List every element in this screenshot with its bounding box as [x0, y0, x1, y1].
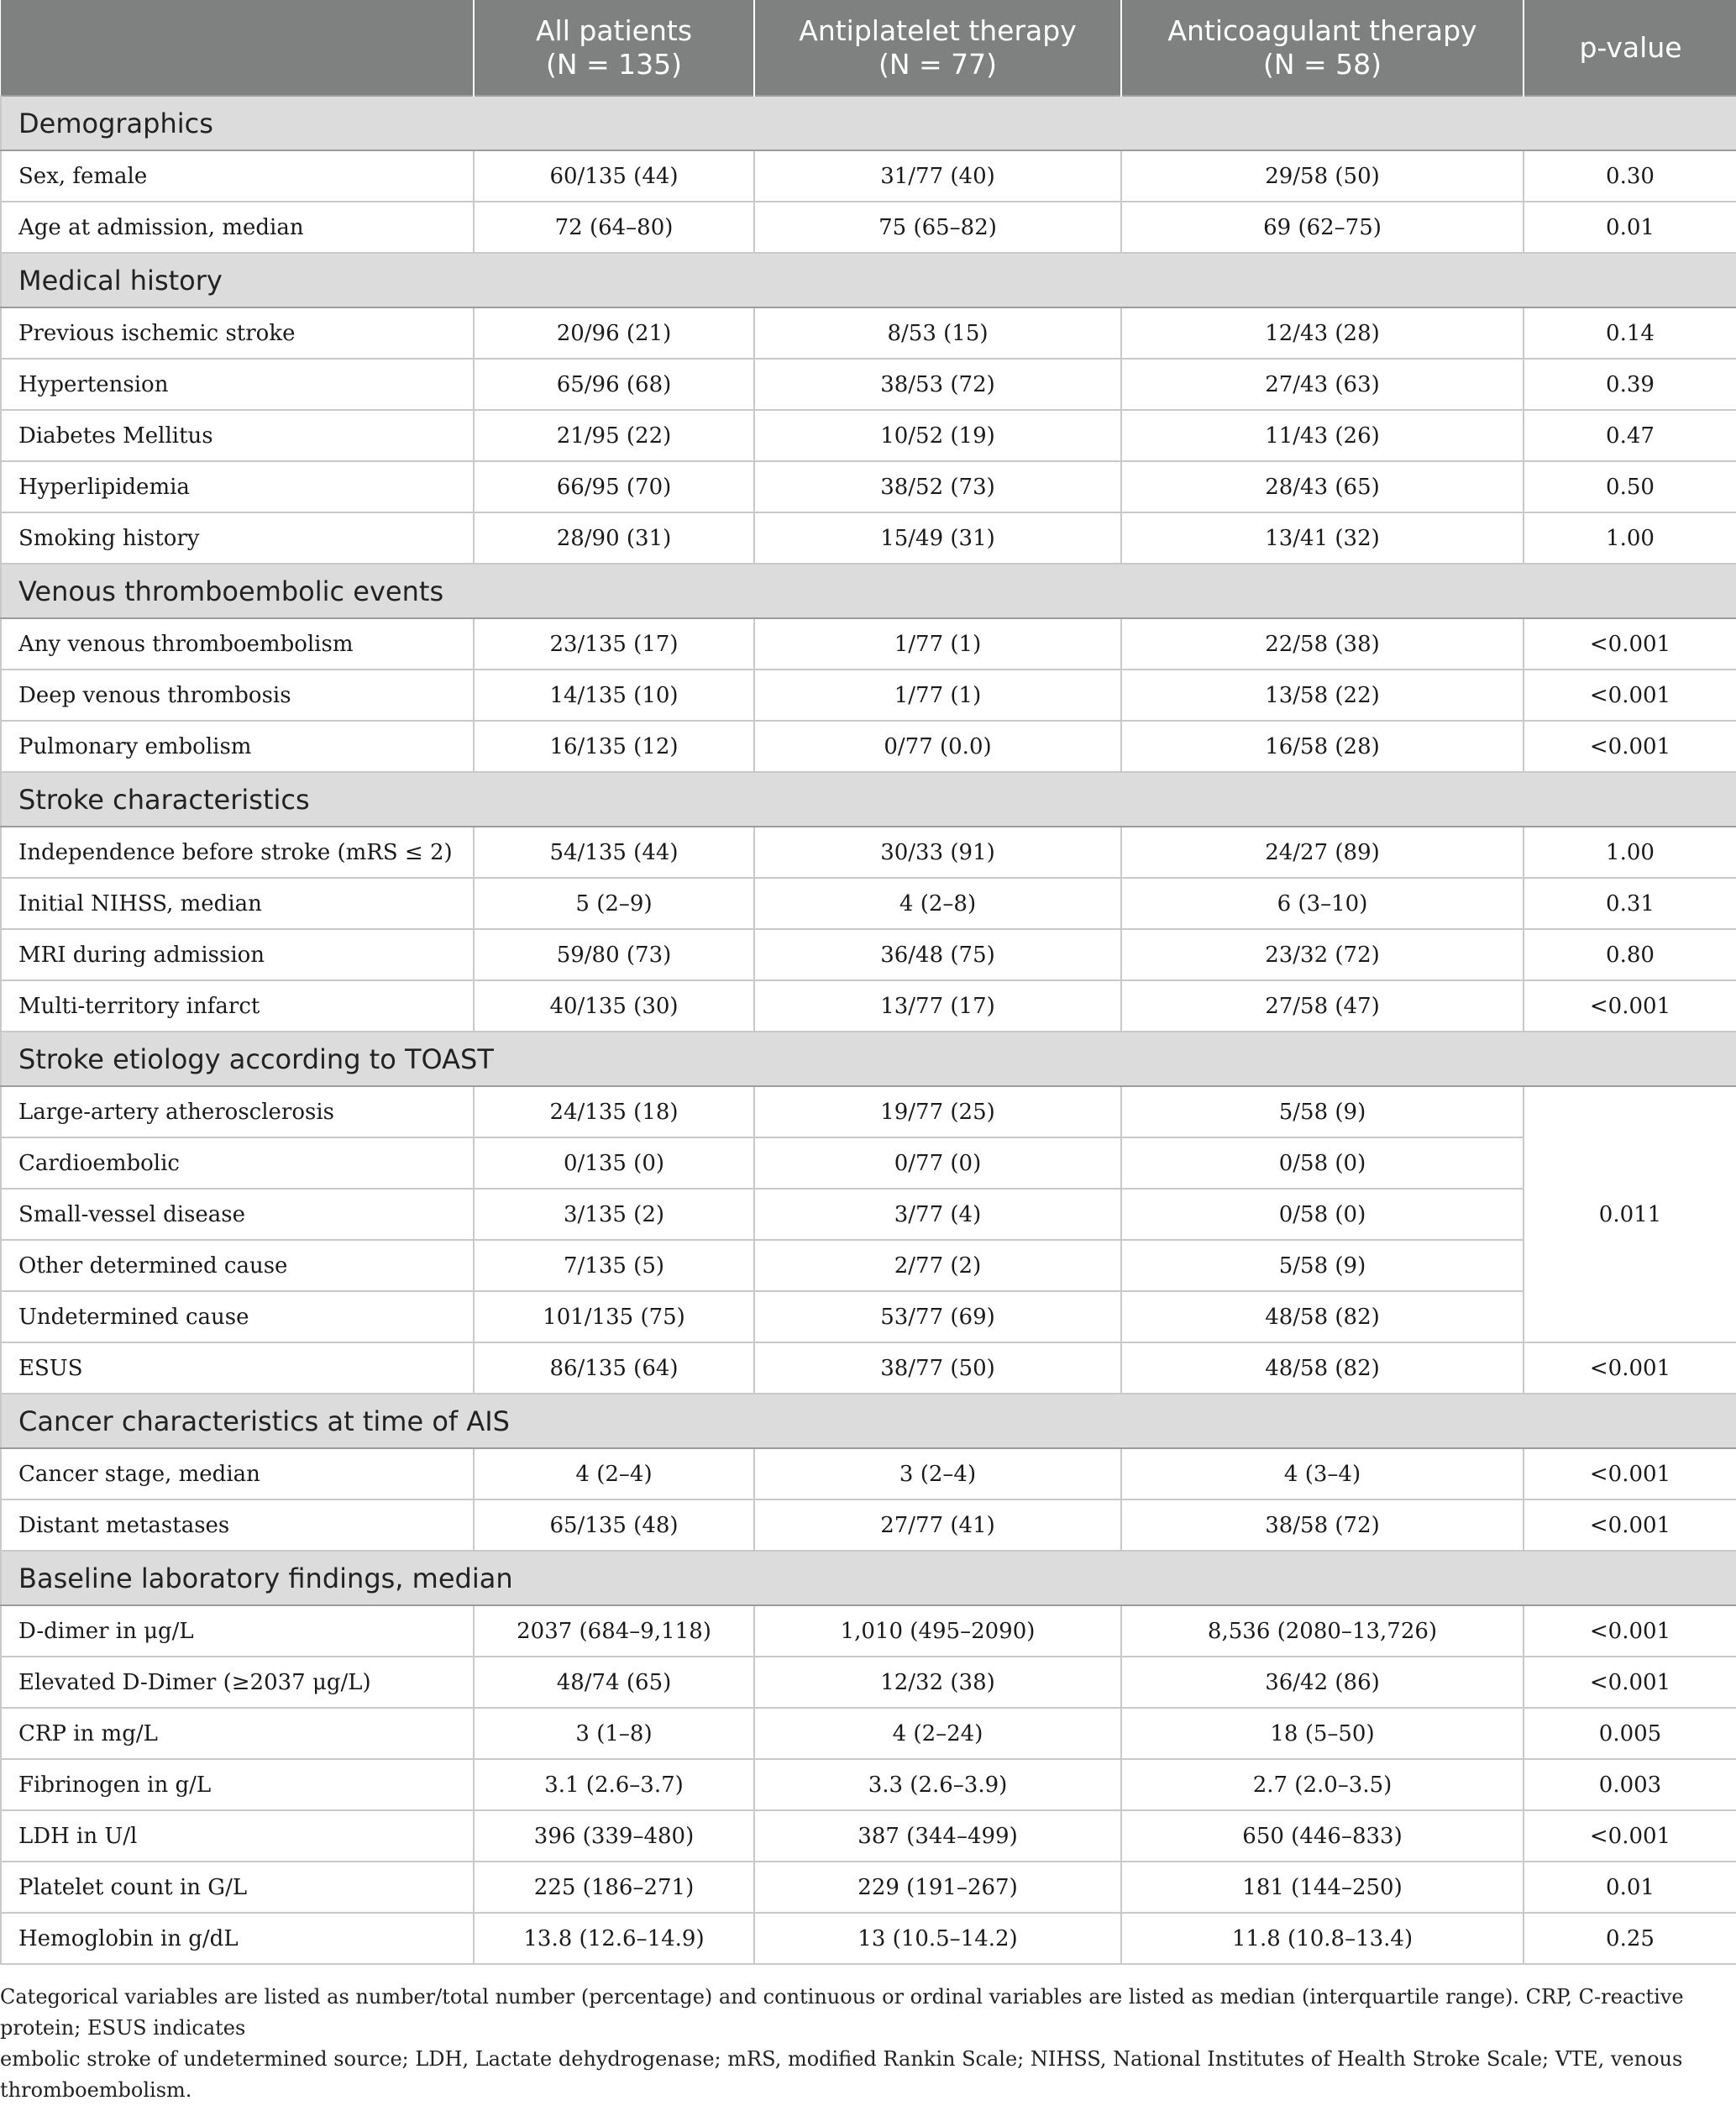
cell-anticoagulant: 23/32 (72) [1121, 929, 1524, 980]
section-title: Stroke etiology according to TOAST [1, 1032, 1736, 1086]
table-row [1, 410, 1736, 461]
header-antiplatelet-title: Antiplatelet therapy [799, 13, 1077, 47]
table-row [1, 307, 1736, 359]
row-label: Small-vessel disease [1, 1189, 474, 1240]
cell-anticoagulant: 18 (5–50) [1121, 1708, 1524, 1759]
row-label: Multi-territory infarct [1, 980, 474, 1032]
cell-antiplatelet: 3 (2–4) [754, 1448, 1121, 1499]
cell-all: 20/96 (21) [474, 307, 754, 359]
cell-p-value: <0.001 [1524, 980, 1736, 1032]
row-label: Cardioembolic [1, 1137, 474, 1189]
cell-antiplatelet: 30/33 (91) [754, 827, 1121, 878]
table-row [1, 1342, 1736, 1394]
cell-anticoagulant: 48/58 (82) [1121, 1342, 1524, 1394]
section-row-cancer [1, 1394, 1736, 1448]
cell-all: 13.8 (12.6–14.9) [474, 1913, 754, 1964]
cell-antiplatelet: 229 (191–267) [754, 1862, 1121, 1913]
cell-all: 59/80 (73) [474, 929, 754, 980]
table-row [1, 1913, 1736, 1964]
section-title: Medical history [1, 253, 1736, 307]
cell-all: 23/135 (17) [474, 618, 754, 670]
cell-all: 21/95 (22) [474, 410, 754, 461]
cell-all: 225 (186–271) [474, 1862, 754, 1913]
row-label: Independence before stroke (mRS ≤ 2) [1, 827, 474, 878]
cell-anticoagulant: 11.8 (10.8–13.4) [1121, 1913, 1524, 1964]
footnote-line-1: Categorical variables are listed as number/total number (percentage) and continuous or ordinal variables are listed as median (interquartile range). CRP, C-reactive protein; ESUS indicates [0, 1985, 1684, 2040]
cell-anticoagulant: 13/41 (32) [1121, 512, 1524, 564]
section-row-demographics [1, 96, 1736, 150]
cell-antiplatelet: 36/48 (75) [754, 929, 1121, 980]
cell-anticoagulant: 69 (62–75) [1121, 202, 1524, 253]
cell-all: 60/135 (44) [474, 150, 754, 202]
cell-p-value: 0.31 [1524, 878, 1736, 929]
table-row [1, 359, 1736, 410]
cell-antiplatelet: 387 (344–499) [754, 1810, 1121, 1862]
row-label: Cancer stage, median [1, 1448, 474, 1499]
cell-anticoagulant: 13/58 (22) [1121, 670, 1524, 721]
row-label: Large-artery atherosclerosis [1, 1086, 474, 1137]
cell-antiplatelet: 38/53 (72) [754, 359, 1121, 410]
cell-p-value: 0.01 [1524, 202, 1736, 253]
cell-p-value: 0.47 [1524, 410, 1736, 461]
row-label: Any venous thromboembolism [1, 618, 474, 670]
footnote-line-2: embolic stroke of undetermined source; LDH, Lactate dehydrogenase; mRS, modified Rankin Scale; NIHSS, National Institutes of Health Stroke Scale; VTE, venous thromboembolism. [0, 2047, 1683, 2102]
cell-antiplatelet: 0/77 (0) [754, 1137, 1121, 1189]
cell-antiplatelet: 8/53 (15) [754, 307, 1121, 359]
cell-all: 0/135 (0) [474, 1137, 754, 1189]
cell-all: 3.1 (2.6–3.7) [474, 1759, 754, 1810]
header-all-patients-title: All patients [535, 13, 693, 47]
table-row [1, 618, 1736, 670]
table-row [1, 202, 1736, 253]
cell-antiplatelet: 31/77 (40) [754, 150, 1121, 202]
header-anticoagulant-n: (N = 58) [1262, 47, 1382, 81]
row-label: Deep venous thrombosis [1, 670, 474, 721]
cell-all: 72 (64–80) [474, 202, 754, 253]
table-row [1, 1137, 1736, 1189]
cell-all: 16/135 (12) [474, 721, 754, 772]
cell-antiplatelet: 1/77 (1) [754, 670, 1121, 721]
cell-antiplatelet: 3.3 (2.6–3.9) [754, 1759, 1121, 1810]
row-label: D-dimer in μg/L [1, 1605, 474, 1657]
cell-anticoagulant: 48/58 (82) [1121, 1291, 1524, 1342]
row-label: Platelet count in G/L [1, 1862, 474, 1913]
header-all-patients [474, 0, 754, 96]
row-label: CRP in mg/L [1, 1708, 474, 1759]
cell-p-value: 0.14 [1524, 307, 1736, 359]
cell-p-value: 0.30 [1524, 150, 1736, 202]
cell-anticoagulant: 5/58 (9) [1121, 1086, 1524, 1137]
table-row [1, 1657, 1736, 1708]
table-row [1, 1605, 1736, 1657]
table-footnote [0, 1982, 1730, 2106]
table-row [1, 1499, 1736, 1551]
header-p-value: p-value [1524, 0, 1736, 96]
cell-p-value: 1.00 [1524, 512, 1736, 564]
section-row-stroke-characteristics [1, 772, 1736, 827]
cell-antiplatelet: 1,010 (495–2090) [754, 1605, 1121, 1657]
cell-antiplatelet: 3/77 (4) [754, 1189, 1121, 1240]
section-title: Demographics [1, 96, 1736, 150]
cell-p-value-toast: 0.011 [1524, 1086, 1736, 1342]
cell-antiplatelet: 12/32 (38) [754, 1657, 1121, 1708]
cell-anticoagulant: 27/58 (47) [1121, 980, 1524, 1032]
header-antiplatelet-n: (N = 77) [878, 47, 998, 81]
cell-antiplatelet: 38/77 (50) [754, 1342, 1121, 1394]
cell-all: 101/135 (75) [474, 1291, 754, 1342]
cell-p-value: 0.005 [1524, 1708, 1736, 1759]
row-label: MRI during admission [1, 929, 474, 980]
cell-p-value: 0.80 [1524, 929, 1736, 980]
row-label: Fibrinogen in g/L [1, 1759, 474, 1810]
cell-anticoagulant: 28/43 (65) [1121, 461, 1524, 512]
cell-all: 4 (2–4) [474, 1448, 754, 1499]
cell-all: 5 (2–9) [474, 878, 754, 929]
cell-p-value: <0.001 [1524, 670, 1736, 721]
cell-all: 3 (1–8) [474, 1708, 754, 1759]
cell-all: 14/135 (10) [474, 670, 754, 721]
cell-anticoagulant: 24/27 (89) [1121, 827, 1524, 878]
cell-anticoagulant: 0/58 (0) [1121, 1189, 1524, 1240]
section-title: Cancer characteristics at time of AIS [1, 1394, 1736, 1448]
cell-antiplatelet: 75 (65–82) [754, 202, 1121, 253]
table-row [1, 878, 1736, 929]
cell-all: 48/74 (65) [474, 1657, 754, 1708]
header-row [1, 0, 1736, 96]
table-row [1, 980, 1736, 1032]
cell-anticoagulant: 27/43 (63) [1121, 359, 1524, 410]
cell-p-value: 0.25 [1524, 1913, 1736, 1964]
row-label: Sex, female [1, 150, 474, 202]
cell-anticoagulant: 2.7 (2.0–3.5) [1121, 1759, 1524, 1810]
cell-anticoagulant: 181 (144–250) [1121, 1862, 1524, 1913]
cell-antiplatelet: 2/77 (2) [754, 1240, 1121, 1291]
cell-all: 24/135 (18) [474, 1086, 754, 1137]
table-row [1, 670, 1736, 721]
cell-p-value: <0.001 [1524, 1657, 1736, 1708]
cell-antiplatelet: 4 (2–8) [754, 878, 1121, 929]
cell-p-value: 1.00 [1524, 827, 1736, 878]
cell-p-value: <0.001 [1524, 1810, 1736, 1862]
table-row [1, 1086, 1736, 1137]
row-label: Undetermined cause [1, 1291, 474, 1342]
cell-p-value: <0.001 [1524, 1448, 1736, 1499]
cell-all: 7/135 (5) [474, 1240, 754, 1291]
cell-all: 28/90 (31) [474, 512, 754, 564]
cell-all: 3/135 (2) [474, 1189, 754, 1240]
header-all-patients-n: (N = 135) [545, 47, 683, 81]
cell-antiplatelet: 13/77 (17) [754, 980, 1121, 1032]
cell-p-value: 0.50 [1524, 461, 1736, 512]
table-row [1, 1862, 1736, 1913]
header-empty-cell [1, 0, 474, 96]
cell-anticoagulant: 16/58 (28) [1121, 721, 1524, 772]
cell-antiplatelet: 53/77 (69) [754, 1291, 1121, 1342]
cell-anticoagulant: 6 (3–10) [1121, 878, 1524, 929]
table-row [1, 150, 1736, 202]
table-row [1, 1810, 1736, 1862]
row-label: Initial NIHSS, median [1, 878, 474, 929]
row-label: Hypertension [1, 359, 474, 410]
row-label: Age at admission, median [1, 202, 474, 253]
section-row-medical-history [1, 253, 1736, 307]
table-row [1, 1189, 1736, 1240]
cell-anticoagulant: 38/58 (72) [1121, 1499, 1524, 1551]
cell-anticoagulant: 650 (446–833) [1121, 1810, 1524, 1862]
cell-antiplatelet: 38/52 (73) [754, 461, 1121, 512]
cell-anticoagulant: 0/58 (0) [1121, 1137, 1524, 1189]
cell-all: 54/135 (44) [474, 827, 754, 878]
table-row [1, 721, 1736, 772]
cell-p-value: 0.01 [1524, 1862, 1736, 1913]
cell-all: 396 (339–480) [474, 1810, 754, 1862]
cell-antiplatelet: 0/77 (0.0) [754, 721, 1121, 772]
header-anticoagulant-title: Anticoagulant therapy [1167, 13, 1477, 47]
row-label: Hemoglobin in g/dL [1, 1913, 474, 1964]
table-row [1, 1291, 1736, 1342]
row-label: Pulmonary embolism [1, 721, 474, 772]
section-title: Stroke characteristics [1, 772, 1736, 827]
cell-anticoagulant: 4 (3–4) [1121, 1448, 1524, 1499]
row-label: Other determined cause [1, 1240, 474, 1291]
cell-anticoagulant: 29/58 (50) [1121, 150, 1524, 202]
cell-anticoagulant: 22/58 (38) [1121, 618, 1524, 670]
header-antiplatelet [754, 0, 1121, 96]
cell-p-value: 0.003 [1524, 1759, 1736, 1810]
row-label: Hyperlipidemia [1, 461, 474, 512]
cell-p-value: <0.001 [1524, 721, 1736, 772]
table-row [1, 1240, 1736, 1291]
row-label: LDH in U/l [1, 1810, 474, 1862]
cell-antiplatelet: 19/77 (25) [754, 1086, 1121, 1137]
cell-p-value: 0.39 [1524, 359, 1736, 410]
table-row [1, 1759, 1736, 1810]
row-label: Previous ischemic stroke [1, 307, 474, 359]
cell-all: 40/135 (30) [474, 980, 754, 1032]
cell-p-value: <0.001 [1524, 618, 1736, 670]
cell-anticoagulant: 8,536 (2080–13,726) [1121, 1605, 1524, 1657]
cell-p-value: <0.001 [1524, 1342, 1736, 1394]
section-title: Baseline laboratory findings, median [1, 1551, 1736, 1605]
row-label: Distant metastases [1, 1499, 474, 1551]
section-row-lab [1, 1551, 1736, 1605]
table-row [1, 929, 1736, 980]
table-row [1, 512, 1736, 564]
cell-anticoagulant: 5/58 (9) [1121, 1240, 1524, 1291]
cell-all: 66/95 (70) [474, 461, 754, 512]
cell-antiplatelet: 1/77 (1) [754, 618, 1121, 670]
row-label: Elevated D-Dimer (≥2037 μg/L) [1, 1657, 474, 1708]
section-row-toast [1, 1032, 1736, 1086]
cell-all: 86/135 (64) [474, 1342, 754, 1394]
row-label: Smoking history [1, 512, 474, 564]
section-title: Venous thromboembolic events [1, 564, 1736, 618]
cell-antiplatelet: 10/52 (19) [754, 410, 1121, 461]
cell-antiplatelet: 15/49 (31) [754, 512, 1121, 564]
cell-anticoagulant: 12/43 (28) [1121, 307, 1524, 359]
cell-all: 2037 (684–9,118) [474, 1605, 754, 1657]
cell-antiplatelet: 27/77 (41) [754, 1499, 1121, 1551]
table-row [1, 1708, 1736, 1759]
cell-anticoagulant: 36/42 (86) [1121, 1657, 1524, 1708]
cell-antiplatelet: 4 (2–24) [754, 1708, 1121, 1759]
header-anticoagulant [1121, 0, 1524, 96]
cell-antiplatelet: 13 (10.5–14.2) [754, 1913, 1121, 1964]
table-row [1, 461, 1736, 512]
cell-all: 65/96 (68) [474, 359, 754, 410]
cell-anticoagulant: 11/43 (26) [1121, 410, 1524, 461]
cell-all: 65/135 (48) [474, 1499, 754, 1551]
row-label: Diabetes Mellitus [1, 410, 474, 461]
section-row-vte [1, 564, 1736, 618]
table-row [1, 827, 1736, 878]
cell-p-value: <0.001 [1524, 1499, 1736, 1551]
table-row [1, 1448, 1736, 1499]
row-label: ESUS [1, 1342, 474, 1394]
cell-p-value: <0.001 [1524, 1605, 1736, 1657]
